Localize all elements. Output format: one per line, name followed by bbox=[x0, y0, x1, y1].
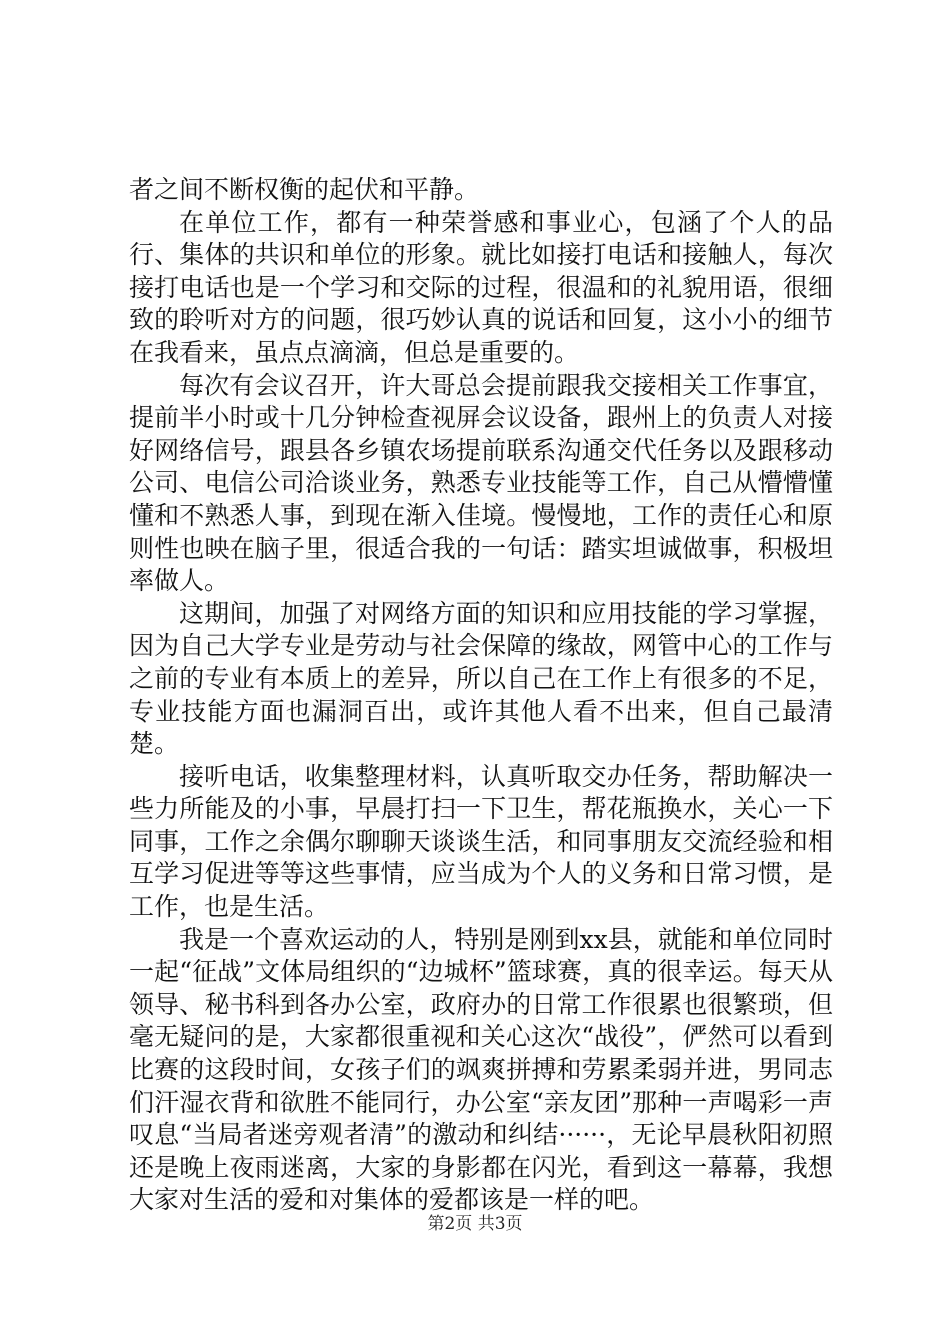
document-body bbox=[129, 174, 833, 1217]
page-number-footer: 第2页 共3页 bbox=[427, 1214, 523, 1234]
paragraph-daily-tasks: 接听电话，收集整理材料，认真听取交办任务，帮助解决一些力所能及的小事，早晨打扫一下卫生，帮花瓶换水，关心一下同事，工作之余偶尔聊聊天谈谈生活，和同事朋友交流经验和相互学习促进等等这些事情，应当成为个人的义务和日常习惯，是工作，也是生活。 bbox=[129, 761, 833, 922]
paragraph-continuation: 者之间不断权衡的起伏和平静。 bbox=[129, 175, 480, 204]
paragraph-network-study: 这期间，加强了对网络方面的知识和应用技能的学习掌握，因为自己大学专业是劳动与社会保障的缘故，网管中心的工作与之前的专业有本质上的差异，所以自己在工作上有很多的不足，专业技能方面也漏洞百出，或许其他人看不出来，但自己最清楚。 bbox=[129, 598, 833, 759]
paragraph-work-pride: 在单位工作，都有一种荣誉感和事业心，包涵了个人的品行、集体的共识和单位的形象。就比如接打电话和接触人，每次接打电话也是一个学习和交际的过程，很温和的礼貌用语，很细致的聆听对方的问题，很巧妙认真的说话和回复，这小小的细节在我看来，虽点点滴滴，但总是重要的。 bbox=[129, 207, 833, 367]
paragraph-basketball: 我是一个喜欢运动的人，特别是刚到xx县，就能和单位同时一起“征战”文体局组织的“边城杯”篮球赛，真的很幸运。每天从领导、秘书科到各办公室，政府办的日常工作很累也很繁琐，但毫无疑问的是，大家都很重视和关心这次“战役”，俨然可以看到比赛的这段时间，女孩子们的飒爽拼搏和劳累柔弱并进，男同志们汗湿衣背和欲胜不能同行，办公室“亲友团”那种一声喝彩一声叹息“当局者迷旁观者清”的激动和纠结······，无论早晨秋阳初照还是晚上夜雨迷离，大家的身影都在闪光，看到这一幕幕，我想大家对生活的爱和对集体的爱都该是一样的吧。 bbox=[129, 924, 833, 1215]
paragraph-meetings: 每次有会议召开，许大哥总会提前跟我交接相关工作事宜，提前半小时或十几分钟检查视屏会议设备，跟州上的负责人对接好网络信号，跟县各乡镇农场提前联系沟通交代任务以及跟移动公司、电信公司洽谈业务，熟悉专业技能等工作，自己从懵懵懂懂和不熟悉人事，到现在渐入佳境。慢慢地，工作的责任心和原则性也映在脑子里，很适合我的一句话：踏实坦诚做事，积极坦率做人。 bbox=[129, 370, 833, 596]
